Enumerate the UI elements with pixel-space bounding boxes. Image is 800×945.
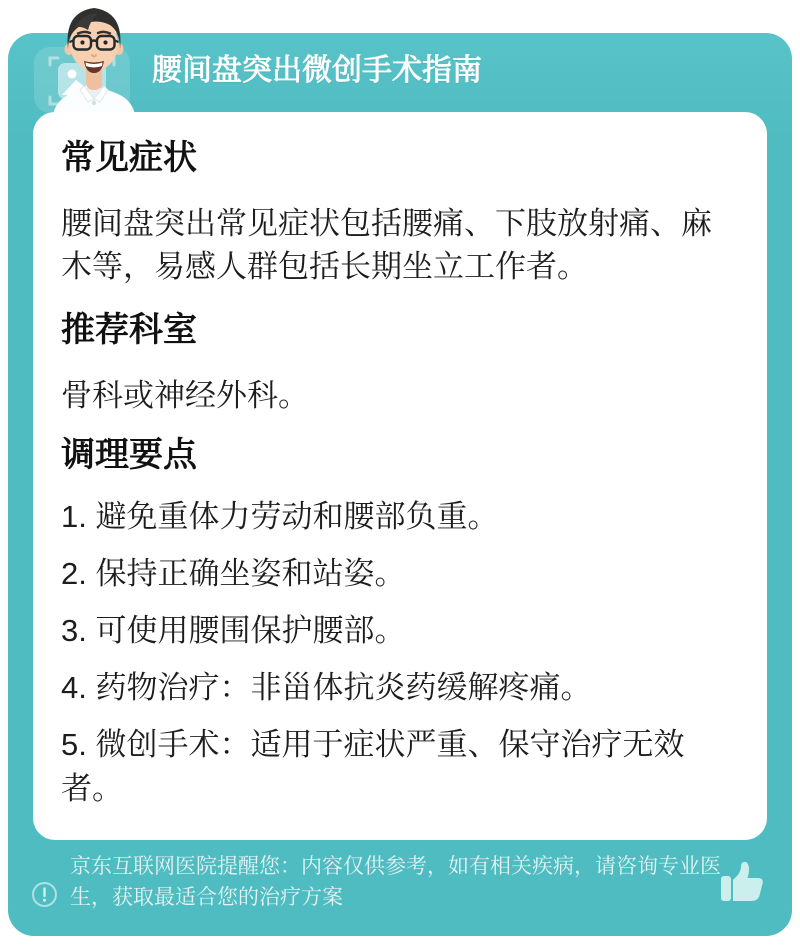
section-heading-department: 推荐科室 [61,311,197,349]
list-item: 3. 可使用腰围保护腰部。 [61,613,406,648]
page-title: 腰间盘突出微创手术指南 [152,54,482,87]
disclaimer-text: 京东互联网医院提醒您：内容仅供参考，如有相关疾病，请咨询专业医生，获取最适合您的治疗方案 [70,855,721,909]
list-item: 2. 保持正确坐姿和站姿。 [61,556,406,591]
info-icon [31,881,58,908]
section-body-department: 骨科或神经外科。 [61,378,309,413]
content-card [33,112,767,840]
thumbs-up-icon[interactable] [718,859,767,905]
list-item: 5. 微创手术：适用于症状严重、保守治疗无效者。 [61,727,685,806]
doctor-avatar [44,2,144,124]
section-heading-care-points: 调理要点 [61,436,197,474]
list-item: 1. 避免重体力劳动和腰部负重。 [61,499,499,534]
section-body-symptoms: 腰间盘突出常见症状包括腰痛、下肢放射痛、麻木等，易感人群包括长期坐立工作者。 [61,206,712,284]
care-points-list [61,495,739,811]
list-item: 4. 药物治疗：非甾体抗炎药缓解疼痛。 [61,670,592,705]
section-heading-symptoms: 常见症状 [61,139,197,177]
